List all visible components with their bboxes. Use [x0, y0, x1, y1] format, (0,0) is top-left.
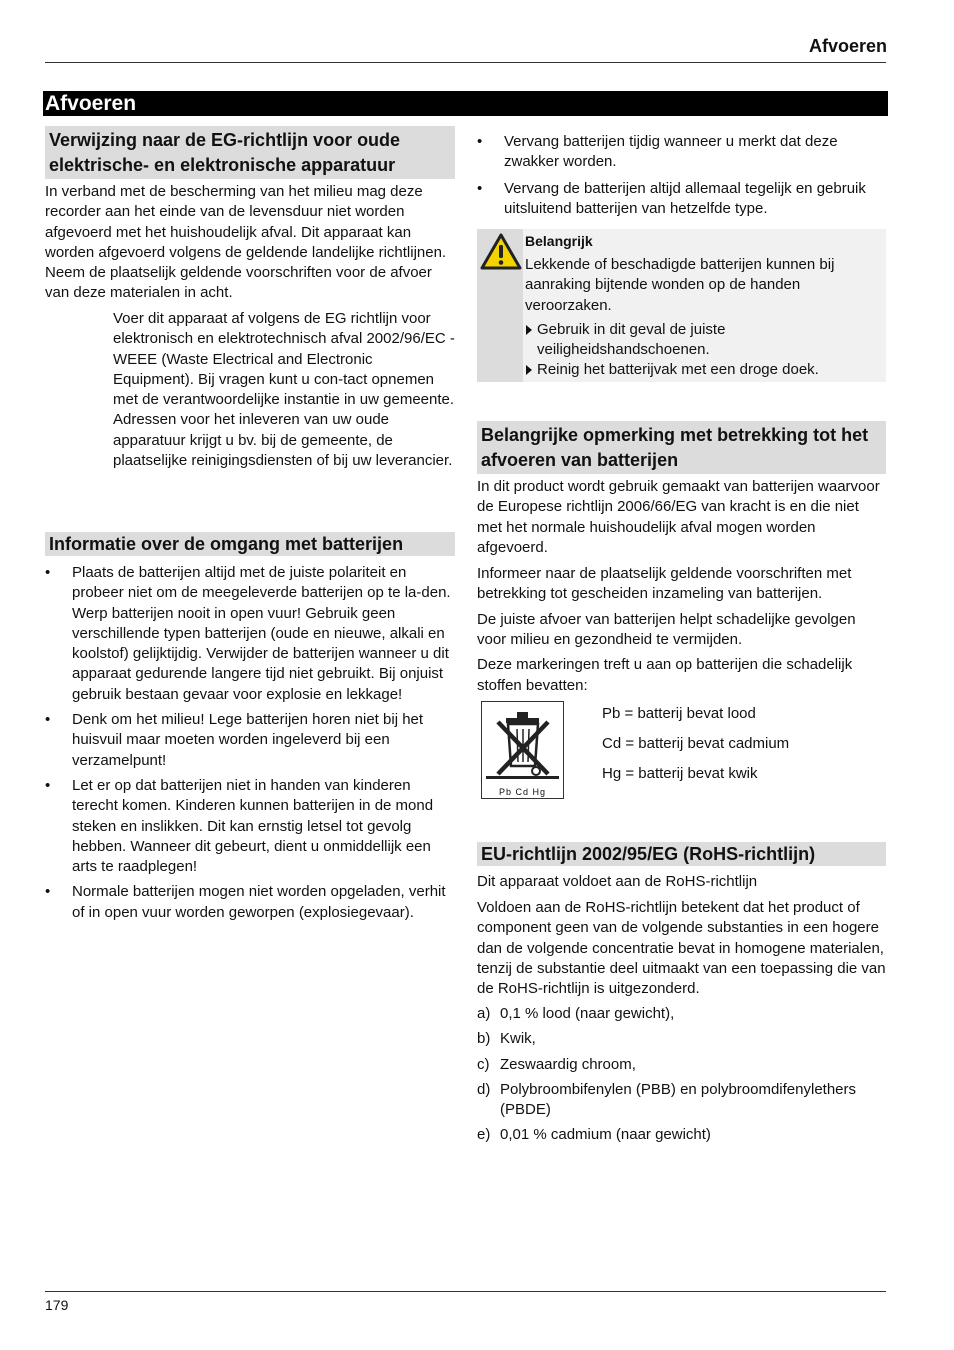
- item-text: 0,1 % lood (naar gewicht),: [500, 1005, 675, 1022]
- battery-info-list: [45, 563, 455, 923]
- rohs-heading: EU-richtlijn 2002/95/EG (RoHS-richtlijn): [477, 842, 886, 866]
- list-item: • Normale batterijen mogen niet worden opgeladen, verhit of in open vuur worden geworpen (explosiegevaar).: [45, 882, 455, 923]
- list-item: Reinig het batterijvak met een droge doek.: [525, 360, 883, 380]
- important-callout: [477, 229, 886, 382]
- rohs-paragraph-2: Voldoen aan de RoHS-richtlijn betekent dat het product of component geen van de volgende substanties in een hogere dan de volgende concentratie bevat in homogene materialen, tenzij de substantie deel uitmaakt van een toepassing die van de RoHS-richtlijn is uitgezonderd.: [477, 899, 886, 998]
- rohs-paragraph-1: Dit apparaat voldoet aan de RoHS-richtlijn: [477, 873, 758, 890]
- footer-rule: [45, 1291, 886, 1292]
- item-text: Polybroombifenylen (PBB) en polybroomdifenylethers (PBDE): [500, 1080, 857, 1119]
- callout-strip: [477, 229, 523, 382]
- list-item: [477, 1080, 886, 1121]
- weee-paragraph-2: Voer dit apparaat af volgens de EG richtlijn voor elektronisch en elektrotechnisch afval 2002/96/EC - WEEE (Waste Electrical and Electronic Equipment). Bij vragen kunt u con-tact opnemen met de verantwoordelijke instantie in uw gemeente. Adressen voor het inleveren van uw oude apparatuur krijgt u bv. bij de gemeente, de plaatselijke reinigingsdiensten of bij uw leverancier.: [113, 310, 455, 470]
- paragraph: Deze markeringen treft u aan op batterijen die schadelijk stoffen bevatten:: [477, 656, 853, 694]
- paragraph: In dit product wordt gebruik gemaakt van batterijen waarvoor de Europese richtlijn 2006/66/EG van kracht is en die niet met het normale huishoudelijk afval mogen worden afgevoerd.: [477, 478, 880, 556]
- callout-list: [525, 320, 883, 381]
- list-item: • Denk om het milieu! Lege batterijen horen niet bij het huisvuil maar moeten worden ingeleverd bij een verzamelpunt!: [45, 710, 455, 771]
- list-item: • Vervang batterijen tijdig wanneer u merkt dat deze zwakker worden.: [477, 132, 886, 173]
- bin-label: Pb Cd Hg: [498, 787, 547, 798]
- weee-heading: Verwijzing naar de EG-richtlijn voor oude elektrische- en elektronische apparatuur: [45, 126, 455, 179]
- item-text: 0,01 % cadmium (naar gewicht): [500, 1126, 711, 1144]
- list-item: • Vervang de batterijen altijd allemaal tegelijk en gebruik uitsluitend batterijen van hetzelfde type.: [477, 179, 886, 220]
- battery-disposal-text: [477, 477, 886, 696]
- paragraph: De juiste afvoer van batterijen helpt schadelijke gevolgen voor milieu en gezondheid te vermijden.: [477, 610, 856, 649]
- item-text: Zeswaardig chroom,: [500, 1055, 636, 1073]
- callout-text: Lekkende of beschadigde batterijen kunnen bij aanraking bijtende wonden op de handen veroorzaken.: [525, 256, 835, 314]
- list-item: Gebruik in dit geval de juiste veiligheidshandschoenen.: [525, 320, 883, 361]
- item-text: Kwik,: [500, 1030, 536, 1048]
- running-title: Afvoeren: [808, 36, 887, 56]
- rohs-substance-list: [477, 1004, 886, 1151]
- paragraph: Informeer naar de plaatselijk geldende voorschriften met betrekking tot gescheiden inzameling van batterijen.: [477, 565, 852, 603]
- chemical-marks: [602, 703, 886, 793]
- header-rule: [45, 62, 886, 63]
- item-key: b): [477, 1030, 491, 1048]
- replacement-bullets: [477, 132, 886, 219]
- mark-hg: Hg = batterij bevat kwik: [602, 765, 758, 782]
- mark-pb: Pb = batterij bevat lood: [602, 705, 756, 722]
- callout-title: Belangrijk: [525, 233, 593, 249]
- mark-cd: Cd = batterij bevat cadmium: [602, 735, 790, 752]
- page-title: Afvoeren: [43, 91, 888, 116]
- page-number: 179: [45, 1297, 69, 1313]
- warning-triangle-icon: [479, 232, 523, 272]
- item-key: d): [477, 1080, 491, 1098]
- crossed-bin-symbol: [481, 701, 564, 799]
- item-key: a): [477, 1005, 491, 1022]
- battery-info-heading: Informatie over de omgang met batterijen: [45, 532, 455, 556]
- battery-disposal-heading: Belangrijke opmerking met betrekking tot het afvoeren van batterijen: [477, 421, 886, 474]
- list-item: [477, 1125, 886, 1145]
- weee-paragraph-1: In verband met de bescherming van het milieu mag deze recorder aan het einde van de levensduur niet worden afgevoerd met het huishoudelijk afval. Dit apparaat kan worden afgevoerd volgens de geldende landelijke richtlijnen. Neem de plaatselijk geldende voorschriften voor de afvoer van deze materialen in acht.: [45, 183, 447, 302]
- crossed-out-bin-icon: [482, 702, 563, 780]
- item-key: c): [477, 1055, 490, 1073]
- list-item: [477, 1055, 886, 1075]
- list-item: • Let er op dat batterijen niet in handen van kinderen terecht komen. Kinderen kunnen batterijen in de mond steken en inslikken. Dit kan ernstig letsel tot gevolg hebben. Wanneer dit gebeurt, dient u onmiddellijk een arts te raadplegen!: [45, 776, 455, 877]
- list-item: [477, 1004, 886, 1024]
- list-item: [477, 1029, 886, 1049]
- item-key: e): [477, 1126, 491, 1144]
- list-item: • Plaats de batterijen altijd met de juiste polariteit en probeer niet om de meegeleverde batterijen op te la-den. Werp batterijen nooit in open vuur! Gebruik geen verschillende typen batterijen (oude en nieuwe, alkali en koolstof) gelijktijdig. Verwijder de batterijen wanneer u dit apparaat gedurende langere tijd niet gebruikt. Bij onjuist gebruik bestaan gevaar voor explosie en lekkage!: [45, 563, 455, 705]
